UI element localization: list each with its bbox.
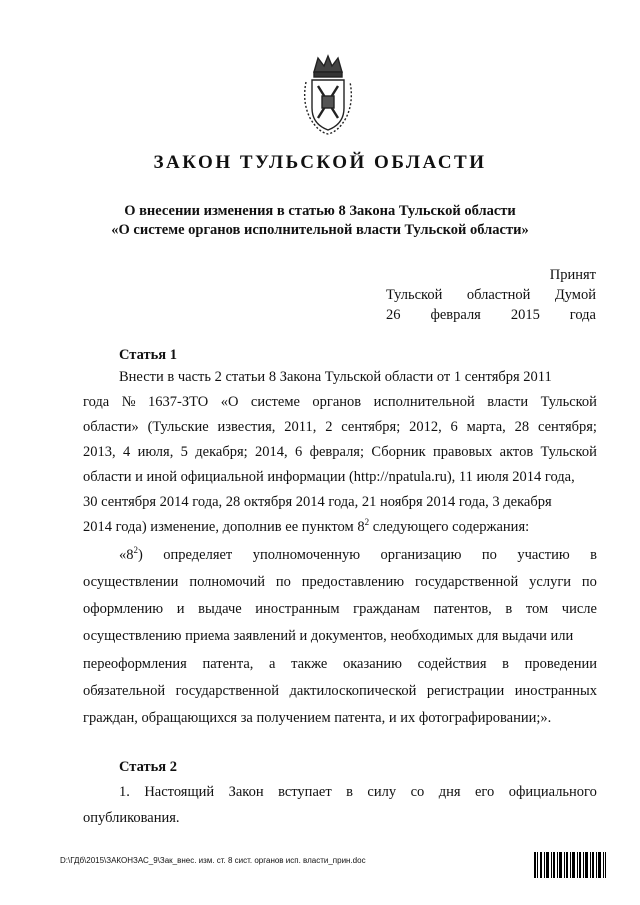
word: 2: [325, 419, 333, 435]
word: по: [481, 547, 497, 563]
article-1-line: [83, 394, 597, 411]
word: февраля;: [309, 444, 365, 460]
word: 2015: [510, 307, 540, 323]
word: услуги: [529, 574, 572, 590]
word: его: [474, 784, 495, 800]
word: Сборник: [371, 444, 426, 460]
word: также: [291, 656, 328, 672]
word: в: [346, 784, 353, 800]
quote-first-line: [119, 547, 597, 564]
article-2-heading: Статья 2: [119, 759, 177, 775]
article-1-heading: Статья 1: [119, 347, 177, 363]
word: том: [525, 601, 549, 617]
article-1-last-line: 2014 года) изменение, дополнив ее пунктом $8^2$ следующего содержания:: [83, 517, 530, 535]
word: определяет: [163, 547, 233, 563]
word: Закон: [228, 784, 264, 800]
word: правовых: [433, 444, 493, 460]
word: Тульской: [540, 444, 597, 460]
article-1-line: [83, 444, 597, 461]
law-title: ЗАКОН ТУЛЬСКОЙ ОБЛАСТИ: [153, 152, 487, 173]
word: осуществлении: [83, 574, 179, 590]
word: системе: [250, 394, 300, 410]
adoption-block: [386, 265, 596, 325]
word: уполномоченную: [252, 547, 361, 563]
word: обязательной: [83, 683, 166, 699]
article-1-line: [119, 369, 597, 386]
word: со: [410, 784, 425, 800]
quote-line: [83, 683, 597, 700]
word: официального: [508, 784, 597, 800]
word: исполнительной: [373, 394, 475, 410]
word: июля,: [137, 444, 174, 460]
quote-line: [83, 656, 597, 673]
article-1-line: [83, 494, 597, 511]
word: 4: [122, 444, 131, 460]
word: и: [176, 601, 185, 617]
word: полномочий: [189, 574, 265, 590]
word: участию: [517, 547, 570, 563]
word: 2012,: [409, 419, 442, 435]
word: 2011,: [284, 419, 317, 435]
quote-item-number: [119, 547, 143, 564]
word: Думой: [554, 287, 596, 303]
word: дактилоскопической: [289, 683, 417, 699]
word: предоставлению: [301, 574, 405, 590]
word: декабря;: [195, 444, 248, 460]
word: а: [269, 656, 276, 672]
quote-line: [83, 628, 597, 645]
word: иностранных: [514, 683, 597, 699]
word: года: [569, 307, 596, 323]
word: государственной: [414, 574, 519, 590]
word: дня: [438, 784, 461, 800]
word: оформлению: [83, 601, 164, 617]
word: в: [590, 547, 597, 563]
word: №: [121, 394, 136, 410]
article-2-line-2: опубликования.: [83, 810, 180, 826]
word: областной: [466, 287, 531, 303]
word: Внести в часть 2 статьи 8 Закона Тульской области от 1 сентября 2011: [119, 369, 552, 385]
word: 28: [514, 419, 530, 435]
word: 2013,: [83, 444, 116, 460]
superscript: 2: [133, 545, 138, 556]
word: вступает: [278, 784, 332, 800]
word: власти: [487, 394, 529, 410]
word: сентября;: [341, 419, 401, 435]
word: осуществлению приема заявлений и документов, необходимых для выдачи или: [83, 628, 574, 644]
article-1-line: [83, 419, 597, 436]
word: 1637-ЗТО: [148, 394, 209, 410]
word: сентября;: [537, 419, 597, 435]
word: ): [138, 547, 143, 563]
file-path-footer: D:\ГДб\2015\ЗАКОНЗАС_9\Зак_внес. изм. ст. 8 сист. органов исп. власти_прин.doc: [60, 856, 366, 865]
word: числе: [561, 601, 597, 617]
word: «8: [119, 547, 134, 563]
word: (Тульские: [147, 419, 209, 435]
word: области»: [83, 419, 139, 435]
word: в: [502, 656, 510, 672]
word: патентов,: [433, 601, 492, 617]
word: 2014,: [255, 444, 288, 460]
word: по: [581, 574, 597, 590]
word: оказанию: [342, 656, 403, 672]
word: гражданам: [353, 601, 420, 617]
word: 5: [180, 444, 188, 460]
article-2-line-1: [119, 784, 597, 801]
word: в: [505, 601, 513, 617]
quote-line: [83, 574, 597, 591]
word: государственной: [175, 683, 279, 699]
word: 26: [386, 307, 401, 323]
coat-of-arms-emblem: [300, 52, 356, 136]
word: патента,: [202, 656, 254, 672]
word: 30 сентября 2014 года, 28 октября 2014 года, 21 ноября 2014 года, 3 декабря: [83, 494, 552, 510]
word: по: [275, 574, 291, 590]
word: проведении: [524, 656, 597, 672]
word: организацию: [380, 547, 462, 563]
word: известия,: [217, 419, 276, 435]
word: Настоящий: [144, 784, 215, 800]
word: актов: [499, 444, 534, 460]
word: Тульской: [540, 394, 597, 410]
law-subtitle-line-2: «О системе органов исполнительной власти Тульской области»: [111, 222, 529, 238]
quote-last-line: граждан, обращающихся за получением патента, и их фотографировании;».: [83, 710, 552, 726]
word: области и иной официальной информации (http://npatula.ru), 11 июля 2014 года,: [83, 469, 575, 485]
law-subtitle-line-1: О внесении изменения в статью 8 Закона Тульской области: [124, 203, 516, 219]
adopted-by-duma: [386, 285, 596, 305]
adopted-date: [386, 305, 596, 325]
article-1-line: [83, 469, 597, 486]
word: марта,: [466, 419, 506, 435]
word: содействия: [417, 656, 487, 672]
word: силу: [367, 784, 397, 800]
word: органов: [312, 394, 362, 410]
word: иностранным: [255, 601, 340, 617]
word: февраля: [430, 307, 481, 323]
word: переоформления: [83, 656, 187, 672]
word: выдаче: [198, 601, 242, 617]
quote-line: [83, 601, 597, 618]
word: года: [83, 394, 110, 410]
barcode-icon: [534, 852, 606, 878]
word: 1.: [119, 784, 130, 800]
word: 6: [450, 419, 458, 435]
word: 6: [294, 444, 303, 460]
word: Тульской: [386, 287, 443, 303]
word: «О: [220, 394, 239, 410]
word: регистрации: [426, 683, 505, 699]
adopted-label: Принят: [549, 267, 596, 283]
